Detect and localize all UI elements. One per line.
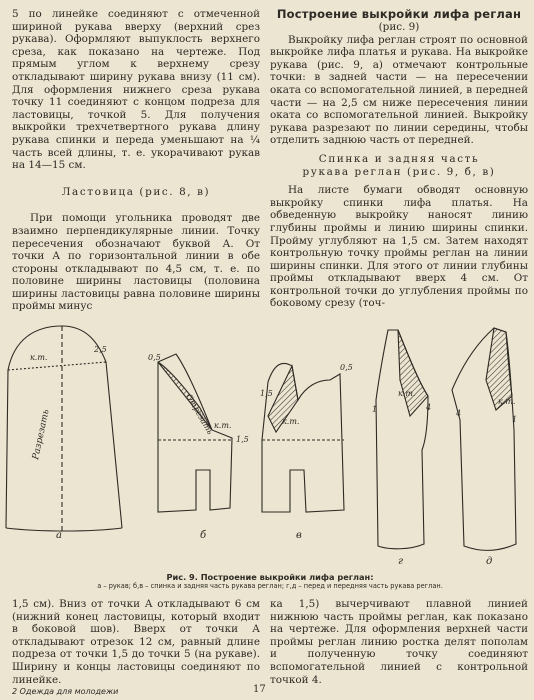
label-0-5-b: 0,5 bbox=[148, 353, 161, 362]
right-column-top bbox=[270, 8, 528, 310]
left-column-bottom bbox=[12, 598, 260, 686]
left-paragraph-2: При помощи угольника проводят две взаимно перпендикулярные линии. Точку пересечения обозначают буквой А. От точки А по горизонтальной линии в обе стороны откладывают по 4,5 см, т. е. по половине ширины ластовицы (половина ширины ластовицы равна половине ширины проймы минус bbox=[12, 212, 260, 313]
section-title-figure-ref: (рис. 9) bbox=[378, 21, 420, 33]
label-2-5: 2,5 bbox=[94, 345, 107, 354]
label-kt-g: к.т. bbox=[398, 389, 416, 398]
label-kt-b: к.т. bbox=[214, 421, 232, 430]
back-bodice-pattern-b bbox=[158, 354, 232, 512]
label-1-5-b: 1,5 bbox=[236, 435, 249, 444]
back-sleeve-pattern-v bbox=[262, 363, 344, 512]
label-panel-v: в bbox=[296, 530, 302, 541]
section-heading-lastovitsa: Ластовица (рис. 8, в) bbox=[61, 185, 211, 198]
right-paragraph-1: Выкройку лифа реглан строят по основной выкройке лифа платья и рукава. На выкройке рукава (рис. 9, а) отмечают контрольные точки: в задней части — на пересечении оката со вспомогательной линией, в передней части — на 2,5 см ниже пересечения линии оката со вспомогательной линией. Выкройку рукава разрезают по линии середины, чтобы отделить заднюю часть от передней. bbox=[270, 33, 528, 147]
right-paragraph-2: На листе бумаги обводят основную выкройку спинки лифа платья. На обведенную выкройку наносят линию глубины проймы и линию ширины спинки. Пройму углубляют на 1,5 см. Затем находят контрольную точку проймы реглан на линии ширины спинки. Для этого от линии глубины проймы откладывают вверх 4 см. От контрольной точки до углубления проймы по боковому срезу (точ- bbox=[270, 184, 528, 310]
pattern-figure bbox=[0, 300, 534, 580]
label-1-g: 1 bbox=[372, 405, 378, 414]
label-4-g: 4 bbox=[426, 403, 432, 412]
left-paragraph-1: 5 по линейке соединяют с отмеченной шириной рукава вверху (верхний срез рукава). Оформляют выпуклость верхнего среза, как показано на чертеже. Под прямым углом к верхнему срезу откладывают ширину рукава внизу (11 см). Для оформления нижнего среза рукава точку 11 соединяют с концом подреза для ластовицы, точкой 5. Для получения выкройки трехчетвертного рукава длину рукава спинки и переда уменьшают на ¼ часть всей длины, т. е. укорачивают рукав на 14—15 см. bbox=[12, 8, 260, 172]
label-panel-d: д bbox=[486, 556, 493, 567]
left-column-top bbox=[12, 8, 260, 313]
label-1-5-v: 1,5 bbox=[260, 389, 273, 398]
footer-signature: 2 Одежда для молодежи bbox=[12, 687, 119, 696]
label-razrezat: Разрезать bbox=[31, 408, 52, 461]
label-kt-d: к.т. bbox=[498, 397, 516, 406]
label-panel-b: б bbox=[200, 530, 207, 541]
caption-legend: а – рукав; б,в – спинка и задняя часть рукава реглан; г,д – перед и передняя часть рукава реглан. bbox=[97, 582, 443, 590]
label-kt-v: к.т. bbox=[282, 417, 300, 426]
right-paragraph-3: ка 1,5) вычерчивают плавной линией нижнюю часть проймы реглан, как показано на чертеже. Для оформления верхней части проймы реглан линию ростка делят пополам и полученную точку соединяют вспомогательной линией с контрольной точкой 4. bbox=[270, 598, 528, 686]
label-panel-a: а bbox=[56, 530, 62, 541]
label-kt-a: к.т. bbox=[30, 353, 48, 362]
subsection-heading-line1: Спинка и задняя часть bbox=[318, 152, 480, 165]
left-paragraph-3: 1,5 см). Вниз от точки А откладывают 6 см (нижний конец ластовицы, который входит в боковой шов). Вверх от точки А откладывают отрезок 12 см, равный длине подреза от точки 1,5 до точки 5 (на рукаве). Ширину и концы ластовицы соединяют по линейке. bbox=[12, 598, 260, 686]
label-panel-g: г bbox=[398, 556, 404, 567]
caption-title: Рис. 9. Построение выкройки лифа реглан: bbox=[166, 572, 374, 582]
subsection-heading-line2: рукава реглан (рис. 9, б, в) bbox=[302, 165, 496, 178]
label-1-d: 1 bbox=[512, 415, 518, 424]
page-number: 17 bbox=[253, 684, 266, 695]
section-title-raglan: Построение выкройки лифа реглан bbox=[276, 7, 522, 21]
front-sleeve-pattern-d bbox=[452, 328, 516, 550]
right-column-bottom bbox=[270, 598, 528, 686]
label-0-5-v: 0,5 bbox=[340, 363, 353, 372]
figure-caption bbox=[30, 572, 510, 590]
label-otrezat: Отрезать bbox=[184, 392, 215, 437]
front-bodice-pattern-g bbox=[376, 330, 428, 549]
sleeve-pattern-a bbox=[6, 326, 122, 532]
label-4-d: 4 bbox=[456, 409, 462, 418]
